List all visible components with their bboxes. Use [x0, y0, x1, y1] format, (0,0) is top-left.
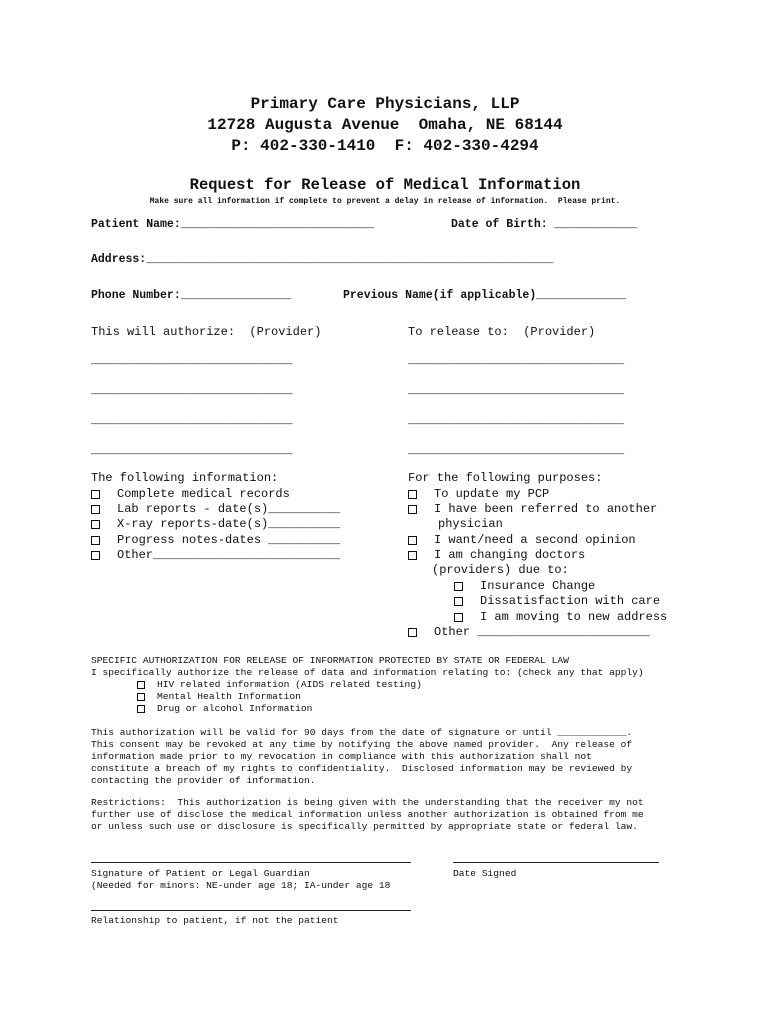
- specific-checkbox[interactable]: [137, 693, 145, 701]
- restrictions-line: further use of disclose the medical information unless another authorization is obtained from me: [91, 809, 644, 820]
- release-provider-line[interactable]: ______________________________: [408, 353, 625, 367]
- validity-line: This consent may be revoked at any time by notifying the above named provider. Any release of: [91, 739, 633, 750]
- sub-item: Dissatisfaction with care: [480, 594, 661, 608]
- phone-field[interactable]: Phone Number:________________: [91, 289, 292, 302]
- address-field[interactable]: Address:___________________________________________________________: [91, 253, 554, 266]
- previous-name-field[interactable]: Previous Name(if applicable)_____________: [343, 289, 626, 302]
- specific-item: HIV related information (AIDS related testing): [157, 679, 422, 690]
- form-instruction: Make sure all information if complete to prevent a delay in release of information. Please print.: [149, 197, 621, 206]
- info-item: Complete medical records: [117, 487, 290, 501]
- signature-line[interactable]: [91, 862, 411, 863]
- patient-name-field[interactable]: Patient Name:____________________________: [91, 218, 374, 231]
- restrictions-line: Restrictions: This authorization is being given with the understanding that the receiver my not: [91, 797, 644, 808]
- restrictions-line: or unless such use or disclosure is specifically permitted by appropriate state or federal law.: [91, 821, 638, 832]
- authorize-provider-line[interactable]: ____________________________: [91, 443, 293, 457]
- other-purpose-field[interactable]: Other ________________________: [434, 625, 651, 639]
- purpose-item: I am changing doctors: [434, 548, 586, 562]
- sub-item: Insurance Change: [480, 579, 596, 593]
- purpose-item: I want/need a second opinion: [434, 533, 636, 547]
- relationship-label: Relationship to patient, if not the patient: [91, 915, 339, 926]
- sub-item: I am moving to new address: [480, 610, 668, 624]
- specific-intro: I specifically authorize the release of data and information relating to: (check any that apply): [91, 667, 644, 678]
- specific-item: Drug or alcohol Information: [157, 703, 313, 714]
- validity-line: This authorization will be valid for 90 days from the date of signature or until ____________.: [91, 727, 633, 738]
- minor-note: (Needed for minors: NE-under age 18; IA-under age 18: [91, 880, 391, 891]
- info-checkbox[interactable]: [91, 505, 100, 514]
- signature-label: Signature of Patient or Legal Guardian: [91, 868, 310, 879]
- purpose-item: To update my PCP: [434, 487, 550, 501]
- relationship-line[interactable]: [91, 910, 411, 911]
- sub-checkbox[interactable]: [454, 613, 463, 622]
- validity-line: constitute a breach of my rights to confidentiality. Disclosed information may be reviewed by: [91, 763, 633, 774]
- sub-checkbox[interactable]: [454, 597, 463, 606]
- org-name: Primary Care Physicians, LLP: [250, 95, 520, 113]
- purpose-item: physician: [438, 517, 503, 531]
- specific-checkbox[interactable]: [137, 681, 145, 689]
- purpose-item: I have been referred to another: [434, 502, 658, 516]
- info-checkbox[interactable]: [91, 520, 100, 529]
- authorize-provider-line[interactable]: ____________________________: [91, 413, 293, 427]
- purpose-checkbox[interactable]: [408, 536, 417, 545]
- purpose-checkbox[interactable]: [408, 551, 417, 560]
- specific-checkbox[interactable]: [137, 705, 145, 713]
- purpose-label: For the following purposes:: [408, 471, 603, 485]
- release-label: To release to: (Provider): [408, 325, 596, 339]
- purpose-checkbox[interactable]: [408, 505, 417, 514]
- org-address: 12728 Augusta Avenue Omaha, NE 68144: [207, 116, 563, 134]
- info-item[interactable]: Lab reports - date(s)__________: [117, 502, 341, 516]
- purpose-checkbox[interactable]: [408, 490, 417, 499]
- info-label: The following information:: [91, 471, 279, 485]
- info-checkbox[interactable]: [91, 536, 100, 545]
- purpose-checkbox[interactable]: [408, 628, 417, 637]
- info-item[interactable]: Other__________________________: [117, 548, 341, 562]
- date-signed-line[interactable]: [453, 862, 659, 863]
- validity-line: contacting the provider of information.: [91, 775, 316, 786]
- authorize-label: This will authorize: (Provider): [91, 325, 322, 339]
- dob-field[interactable]: Date of Birth: ____________: [451, 218, 638, 231]
- authorize-provider-line[interactable]: ____________________________: [91, 353, 293, 367]
- authorize-provider-line[interactable]: ____________________________: [91, 383, 293, 397]
- validity-line: information made prior to my revocation in compliance with this authorization shall not: [91, 751, 592, 762]
- info-checkbox[interactable]: [91, 490, 100, 499]
- info-item[interactable]: Progress notes-dates __________: [117, 533, 341, 547]
- release-provider-line[interactable]: ______________________________: [408, 443, 625, 457]
- org-contact: P: 402-330-1410 F: 402-330-4294: [231, 137, 539, 155]
- info-checkbox[interactable]: [91, 551, 100, 560]
- specific-heading: SPECIFIC AUTHORIZATION FOR RELEASE OF INFORMATION PROTECTED BY STATE OR FEDERAL LAW: [91, 655, 569, 666]
- release-provider-line[interactable]: ______________________________: [408, 413, 625, 427]
- release-provider-line[interactable]: ______________________________: [408, 383, 625, 397]
- date-signed-label: Date Signed: [453, 868, 517, 879]
- info-item[interactable]: X-ray reports-date(s)__________: [117, 517, 341, 531]
- form-title: Request for Release of Medical Information: [189, 176, 581, 194]
- specific-item: Mental Health Information: [157, 691, 301, 702]
- purpose-item: (providers) due to:: [432, 563, 569, 577]
- sub-checkbox[interactable]: [454, 582, 463, 591]
